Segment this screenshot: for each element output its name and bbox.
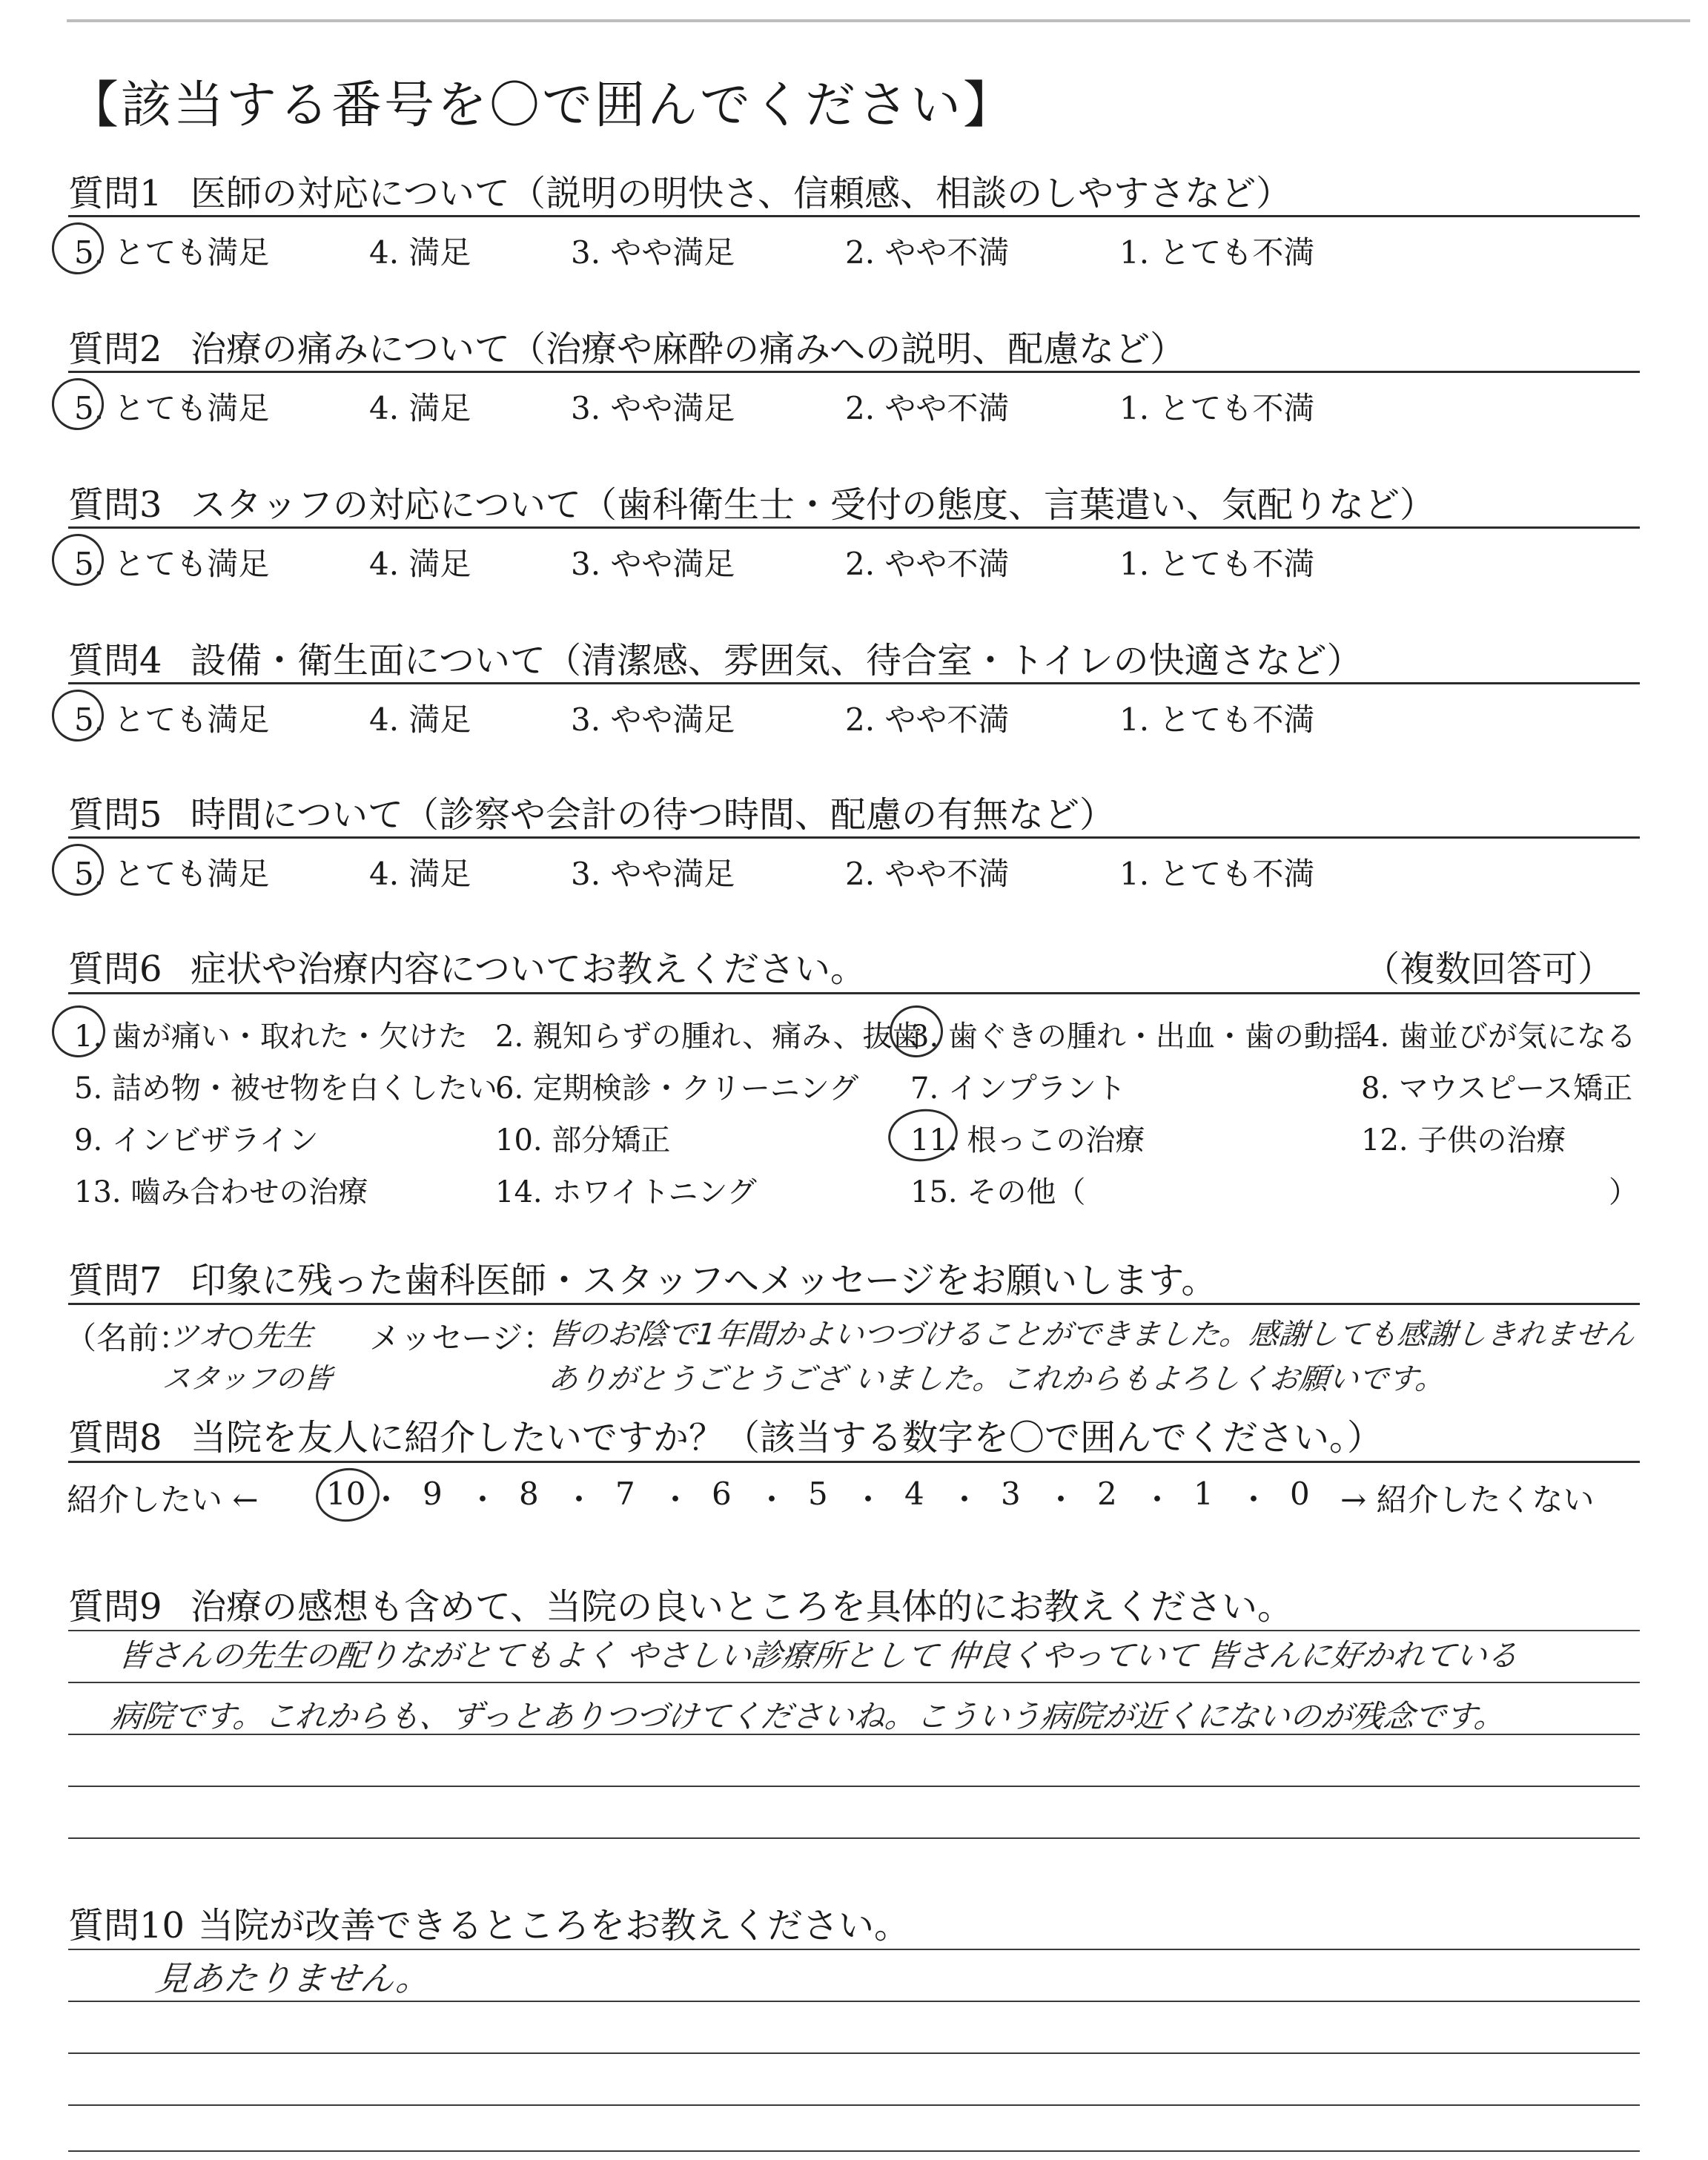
q5-rule xyxy=(68,836,1640,839)
q6-heading xyxy=(68,940,866,991)
q4-heading xyxy=(68,632,1363,683)
q7-text: 印象に残った歯科医師・スタッフへメッセージをお願いします。 xyxy=(191,1260,1217,1301)
q4-option-5[interactable]: 5. とても満足 xyxy=(74,701,270,738)
q7-number: 質問7 xyxy=(68,1260,162,1301)
q8-scale-separator: ・ xyxy=(371,1482,403,1518)
q9-number: 質問9 xyxy=(68,1586,162,1628)
q5-heading xyxy=(68,786,1115,837)
q5-option-2[interactable]: 2. やや不満 xyxy=(845,856,1010,892)
q10-line-3 xyxy=(68,2052,1640,2054)
q3-option-2[interactable]: 2. やや不満 xyxy=(845,546,1010,582)
q7-name-label: （名前： xyxy=(65,1320,191,1356)
q6-option-2[interactable]: 2. 親知らずの腫れ、痛み、抜歯 xyxy=(495,1020,922,1054)
q8-scale-7[interactable]: 7 xyxy=(615,1476,635,1512)
q8-scale-separator: ・ xyxy=(1045,1482,1077,1518)
q2-option-3[interactable]: 3. やや満足 xyxy=(571,390,735,426)
q9-text: 治療の感想も含めて、当院の良いところを具体的にお教えください。 xyxy=(191,1586,1294,1628)
q7-message-handwriting-2: ありがとうごとうござ いました。これからもよろしくお願いです。 xyxy=(546,1362,1447,1396)
q10-number: 質問10 xyxy=(68,1905,185,1946)
q9-line-2 xyxy=(68,1682,1640,1683)
q8-left-label: 紹介したい ← xyxy=(67,1482,259,1518)
q10-line-1 xyxy=(68,1949,1640,1950)
q1-option-2[interactable]: 2. やや不満 xyxy=(845,234,1010,271)
q10-line-4 xyxy=(68,2104,1640,2106)
q8-scale-separator: ・ xyxy=(1238,1482,1270,1518)
q7-name-handwriting-1: ツオ○先生 xyxy=(167,1319,315,1353)
q2-option-1[interactable]: 1. とても不満 xyxy=(1119,390,1315,426)
q6-option-11[interactable]: 11. 根っこの治療 xyxy=(910,1123,1145,1157)
q1-option-3[interactable]: 3. やや満足 xyxy=(571,234,735,271)
q4-option-2[interactable]: 2. やや不満 xyxy=(845,701,1010,738)
q10-handwriting-1: 見あたりません。 xyxy=(153,1958,433,1998)
q10-line-5 xyxy=(68,2150,1640,2152)
q8-rule xyxy=(68,1461,1640,1463)
q8-scale-9[interactable]: 9 xyxy=(423,1476,443,1512)
q1-option-1[interactable]: 1. とても不満 xyxy=(1119,234,1315,271)
q2-rule xyxy=(68,371,1640,373)
q9-handwriting-1: 皆さんの先生の配りながとてもよく やさしい診療所として 仲良くやっていて 皆さんに好かれている xyxy=(116,1637,1520,1674)
q4-option-4[interactable]: 4. 満足 xyxy=(369,701,471,738)
q8-scale-separator: ・ xyxy=(949,1482,981,1518)
q3-heading xyxy=(68,476,1435,527)
q5-option-5[interactable]: 5. とても満足 xyxy=(74,856,270,892)
q2-option-4[interactable]: 4. 満足 xyxy=(369,390,471,426)
q9-handwriting-2: 病院です。これからも、ずっとありつづけてくださいね。こういう病院が近くにないのが残念です。 xyxy=(109,1698,1508,1734)
q8-scale-5[interactable]: 5 xyxy=(808,1476,828,1512)
q6-option-8[interactable]: 8. マウスピース矯正 xyxy=(1361,1071,1633,1106)
q4-number: 質問4 xyxy=(68,640,162,681)
q4-option-3[interactable]: 3. やや満足 xyxy=(571,701,735,738)
q6-option-14[interactable]: 14. ホワイトニング xyxy=(495,1175,757,1209)
q6-rule xyxy=(68,992,1640,994)
q5-option-3[interactable]: 3. やや満足 xyxy=(571,856,735,892)
q5-option-4[interactable]: 4. 満足 xyxy=(369,856,471,892)
q6-other-close-paren: ） xyxy=(1609,1175,1638,1209)
q8-scale-6[interactable]: 6 xyxy=(712,1476,732,1512)
q3-number: 質問3 xyxy=(68,484,162,526)
q8-scale-10[interactable]: 10 xyxy=(326,1476,366,1512)
scan-top-edge xyxy=(67,19,1690,22)
q8-scale-separator: ・ xyxy=(563,1482,595,1518)
q6-option-5[interactable]: 5. 詰め物・被せ物を白くしたい xyxy=(74,1071,497,1106)
q6-option-4[interactable]: 4. 歯並びが気になる xyxy=(1361,1020,1636,1054)
form-title: 【該当する番号を〇で囲んでください】 xyxy=(68,76,1016,135)
q4-rule xyxy=(68,682,1640,684)
q3-option-4[interactable]: 4. 満足 xyxy=(369,546,471,582)
q8-right-label: → 紹介したくない xyxy=(1340,1482,1595,1518)
q1-option-4[interactable]: 4. 満足 xyxy=(369,234,471,271)
q6-option-6[interactable]: 6. 定期検診・クリーニング xyxy=(495,1071,859,1106)
q9-heading xyxy=(68,1578,1293,1629)
q7-heading xyxy=(68,1252,1217,1303)
q2-option-5[interactable]: 5. とても満足 xyxy=(74,390,270,426)
q2-number: 質問2 xyxy=(68,328,162,370)
q10-text: 当院が改善できるところをお教えください。 xyxy=(198,1905,910,1946)
q8-scale-4[interactable]: 4 xyxy=(904,1476,924,1512)
q8-scale-separator: ・ xyxy=(1142,1482,1174,1518)
q6-option-9[interactable]: 9. インビザライン xyxy=(74,1123,319,1157)
q3-option-1[interactable]: 1. とても不満 xyxy=(1119,546,1315,582)
q10-heading xyxy=(68,1897,910,1948)
q6-option-3[interactable]: 3. 歯ぐきの腫れ・出血・歯の動揺 xyxy=(910,1020,1363,1054)
q8-scale-separator: ・ xyxy=(660,1482,692,1518)
q8-scale-separator: ・ xyxy=(853,1482,884,1518)
q8-scale-0[interactable]: 0 xyxy=(1290,1476,1310,1512)
q8-scale-1[interactable]: 1 xyxy=(1194,1476,1214,1512)
q8-text: 当院を友人に紹介したいですか？（該当する数字を〇で囲んでください。） xyxy=(191,1417,1383,1459)
q6-option-13[interactable]: 13. 嚙み合わせの治療 xyxy=(74,1175,368,1209)
q6-option-10[interactable]: 10. 部分矯正 xyxy=(495,1123,671,1157)
q7-rule xyxy=(68,1303,1640,1305)
q5-text: 時間について（診察や会計の待つ時間、配慮の有無など） xyxy=(191,794,1116,836)
q7-name-handwriting-2: スタッフの皆 xyxy=(161,1362,334,1395)
q8-number: 質問8 xyxy=(68,1417,162,1459)
q4-text: 設備・衛生面について（清潔感、雰囲気、待合室・トイレの快適さなど） xyxy=(191,640,1363,681)
q3-option-5[interactable]: 5. とても満足 xyxy=(74,546,270,582)
q1-rule xyxy=(68,215,1640,217)
q8-scale-separator: ・ xyxy=(467,1482,499,1518)
q4-option-1[interactable]: 1. とても不満 xyxy=(1119,701,1315,738)
q8-scale-3[interactable]: 3 xyxy=(1001,1476,1021,1512)
q8-scale-separator: ・ xyxy=(756,1482,788,1518)
q2-option-2[interactable]: 2. やや不満 xyxy=(845,390,1010,426)
q9-line-5 xyxy=(68,1837,1640,1839)
q8-heading xyxy=(68,1409,1383,1460)
q6-option-1[interactable]: 1. 歯が痛い・取れた・欠けた xyxy=(74,1020,468,1054)
q7-message-handwriting-1: 皆のお陰で1年間かよいつづけることができました。感謝しても感謝しきれません xyxy=(546,1318,1637,1352)
q6-text: 症状や治療内容についてお教えください。 xyxy=(191,948,867,990)
q5-number: 質問5 xyxy=(68,794,162,836)
q3-option-3[interactable]: 3. やや満足 xyxy=(571,546,735,582)
q5-option-1[interactable]: 1. とても不満 xyxy=(1119,856,1315,892)
q2-heading xyxy=(68,320,1185,371)
q8-scale-2[interactable]: 2 xyxy=(1097,1476,1117,1512)
q3-text: スタッフの対応について（歯科衛生士・受付の態度、言葉遣い、気配りなど） xyxy=(191,484,1436,526)
q6-option-15[interactable]: 15. その他（ xyxy=(910,1175,1086,1209)
q6-note: （複数回答可） xyxy=(1364,948,1614,990)
q3-rule xyxy=(68,526,1640,529)
q1-heading xyxy=(68,165,1291,216)
q2-text: 治療の痛みについて（治療や麻酔の痛みへの説明、配慮など） xyxy=(191,328,1186,370)
q9-line-4 xyxy=(68,1786,1640,1787)
q6-option-12[interactable]: 12. 子供の治療 xyxy=(1361,1123,1566,1157)
q10-line-2 xyxy=(68,2001,1640,2002)
q6-number: 質問6 xyxy=(68,948,162,990)
q1-text: 医師の対応について（説明の明快さ、信頼感、相談のしやすさなど） xyxy=(191,173,1292,214)
q8-scale-8[interactable]: 8 xyxy=(519,1476,539,1512)
q1-number: 質問1 xyxy=(68,173,162,214)
q1-option-5[interactable]: 5. とても満足 xyxy=(74,234,270,271)
q6-option-7[interactable]: 7. インプラント xyxy=(910,1071,1126,1106)
q7-message-label: メッセージ： xyxy=(369,1320,555,1356)
